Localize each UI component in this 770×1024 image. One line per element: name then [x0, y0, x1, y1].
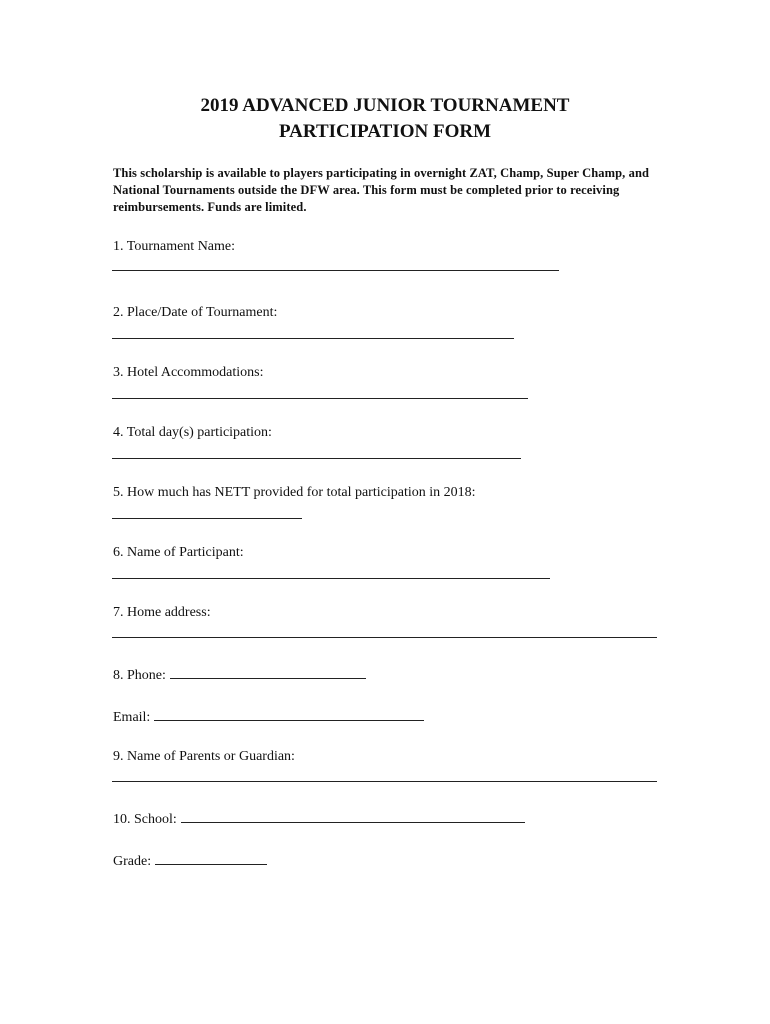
tournament-name-field[interactable] — [112, 270, 559, 271]
phone-label: 8. Phone: — [113, 668, 166, 683]
email-label: Email: — [113, 710, 151, 725]
parents-label: 9. Name of Parents or Guardian: — [113, 749, 295, 764]
form-title-line-1: 2019 ADVANCED JUNIOR TOURNAMENT — [200, 95, 570, 116]
home-address-label: 7. Home address: — [113, 605, 211, 620]
place-date-field[interactable] — [112, 338, 514, 339]
phone-field[interactable] — [170, 664, 366, 679]
hotel-accommodations-field[interactable] — [112, 398, 528, 399]
grade-label: Grade: — [113, 854, 152, 869]
school-label: 10. School: — [113, 812, 177, 827]
participant-name-field[interactable] — [112, 578, 550, 579]
place-date-label: 2. Place/Date of Tournament: — [113, 305, 278, 320]
email-row — [113, 706, 424, 727]
school-field[interactable] — [181, 808, 525, 823]
grade-row — [113, 850, 267, 871]
intro-paragraph: This scholarship is available to players participating in overnight ZAT, Champ, Super Champ, and National Tournaments outside the DFW area. This form must be completed prior to receiving reimbursements. Funds are limited. — [113, 166, 650, 214]
email-field[interactable] — [154, 706, 424, 721]
home-address-field[interactable] — [112, 637, 657, 638]
tournament-name-label: 1. Tournament Name: — [113, 239, 236, 254]
participant-name-label: 6. Name of Participant: — [113, 545, 244, 560]
phone-row — [113, 664, 366, 685]
form-title-line-2: PARTICIPATION FORM — [278, 121, 491, 142]
parents-field[interactable] — [112, 781, 657, 782]
grade-field[interactable] — [155, 850, 267, 865]
school-row — [113, 808, 525, 829]
nett-provided-field[interactable] — [112, 518, 302, 519]
total-days-label: 4. Total day(s) participation: — [113, 425, 272, 440]
total-days-field[interactable] — [112, 458, 521, 459]
hotel-accommodations-label: 3. Hotel Accommodations: — [113, 365, 264, 380]
nett-provided-label: 5. How much has NETT provided for total participation in 2018: — [113, 485, 476, 500]
